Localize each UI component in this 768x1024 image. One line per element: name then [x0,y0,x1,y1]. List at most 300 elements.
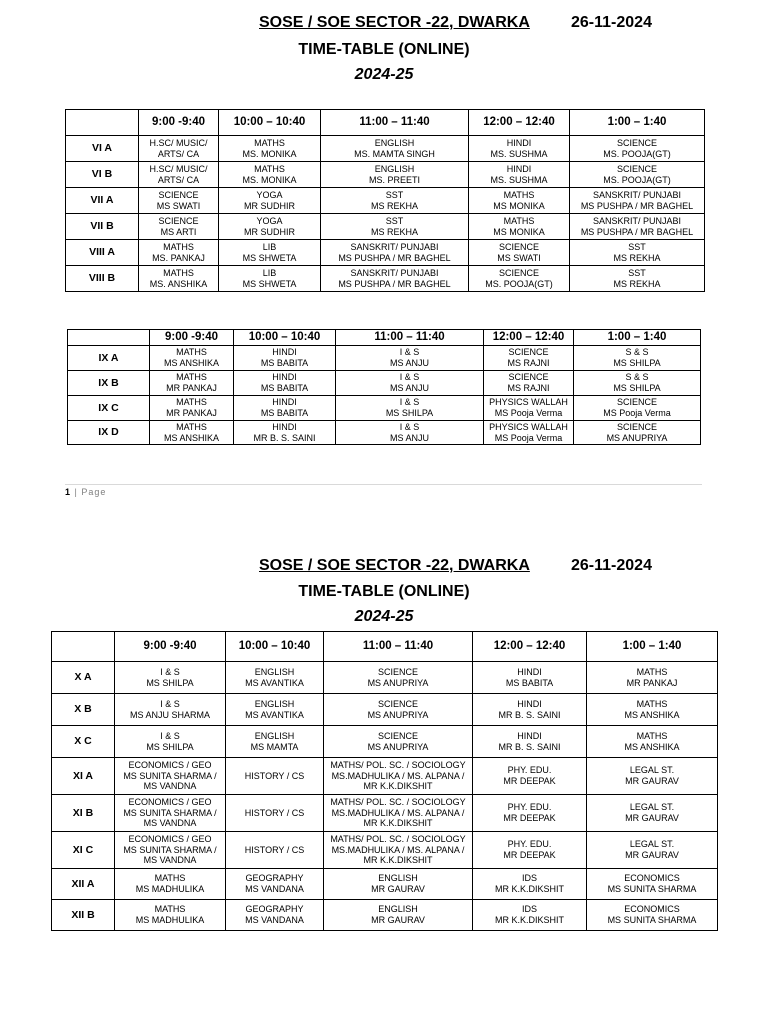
teacher-text: MS. MAMTA SINGH [354,148,435,159]
period-cell [321,188,469,214]
period-cell [226,662,324,694]
period-cell [226,832,324,869]
subject-text: SCIENCE [616,163,657,174]
teacher-text: MR B. S. SAINI [498,709,561,720]
timetable-date: 26-11-2024 [571,14,652,31]
subject-text: HINDI [272,347,297,358]
period-cell [115,869,226,900]
subject-text: SCIENCE [377,698,418,709]
time-slot-header: 9:00 -9:40 [115,632,226,662]
teacher-text: MS.MADHULIKA / MS. ALPANA / [331,844,465,855]
period-cell [574,346,701,371]
period-cell [226,758,324,795]
subject-text: I & S [160,730,180,741]
teacher-text: MS PUSHPA / MR BAGHEL [580,226,694,237]
subject-text: MATHS [254,163,285,174]
teacher-text: MS SUNITA SHARMA / [123,844,217,855]
period-cell [321,162,469,188]
teacher-text: MS SWATI [497,252,541,263]
school-name: SOSE / SOE SECTOR -22, DWARKA [259,14,530,31]
timetable-title: TIME-TABLE (ONLINE) [298,41,470,58]
class-label-cell: XI B [52,795,115,832]
header-row [66,110,705,136]
period-cell [570,162,705,188]
teacher-text: MR PANKAJ [166,383,217,393]
time-slot-header: 12:00 – 12:40 [484,330,574,346]
teacher-text: MS MADHULIKA [135,884,205,894]
timetable-class-ix [67,329,701,445]
period-cell [321,136,469,162]
table-row [52,832,718,869]
period-cell [324,900,473,931]
teacher-text: MS BABITA [260,408,309,418]
table-row [52,869,718,900]
subject-text: IDS [521,873,537,884]
teacher-text: MS SUNITA SHARMA / [123,770,217,781]
subject-text: LEGAL ST. [629,765,675,776]
teacher-text: MS. SUSHMA [490,148,548,159]
subject-text: MATHS [636,666,668,677]
class-label-cell: VIII A [66,240,139,266]
subject-text: HINDI [272,372,297,383]
teacher-text: MS SHILPA [613,383,661,393]
period-cell [115,662,226,694]
teacher-text: MS SHILPA [385,408,434,418]
subject-text: SCIENCE [616,137,657,148]
teacher-text: MS. POOJA(GT) [485,278,553,289]
subject-text: HINDI [517,730,542,741]
corner-header-cell [66,110,139,136]
teacher-text: MS SUNITA SHARMA / [123,807,217,818]
teacher-text: MS REKHA [613,278,661,289]
teacher-text: MS SUNITA SHARMA [607,884,697,894]
teacher-text: MS ANUPRIYA [367,709,429,720]
subject-text: I & S [160,666,180,677]
subject-text: MATHS [503,189,535,200]
subject-text: MATHS [154,873,186,884]
teacher-text: MS ANJU [389,432,429,443]
subject-text: SANSKRIT/ PUNJABI [592,215,682,226]
subject-text: YOGA [256,189,283,200]
subject-text: MATHS [176,372,207,383]
teacher-text: MS PUSHPA / MR BAGHEL [338,278,451,289]
teacher-text: MS AVANTIKA [245,677,304,688]
subject-text: ECONOMICS / GEO [128,834,212,845]
teacher-text: MR PANKAJ [626,677,678,688]
period-cell [226,900,324,931]
subject-text: LEGAL ST. [629,802,675,813]
period-cell [587,694,718,726]
class-label-cell: IX A [68,346,150,371]
period-cell [574,396,701,421]
class-label-cell: XI C [52,832,115,869]
period-cell [473,832,587,869]
subject-text: MATHS [163,267,194,278]
teacher-text: MS RAJNI [507,358,550,368]
subject-text: PHY. EDU. [507,765,552,776]
teacher-text: MS REKHA [613,252,661,263]
teacher-text: MS VANDNA [143,855,197,866]
table-row [66,188,705,214]
subject-text: MATHS [254,137,285,148]
period-cell [219,162,321,188]
teacher-text: MS VANDNA [143,818,197,829]
subject-text: H.SC/ MUSIC/ [149,163,208,174]
subject-text: PHYSICS WALLAH [489,421,568,432]
timetable-title-page2: TIME-TABLE (ONLINE) [298,583,470,600]
class-label-cell: XI A [52,758,115,795]
period-cell [115,726,226,758]
teacher-text: MS SUNITA SHARMA [607,915,697,925]
teacher-text: MS PUSHPA / MR BAGHEL [580,200,694,211]
subject-text: HINDI [517,698,542,709]
table-row [52,694,718,726]
period-cell [234,346,336,371]
teacher-text: MR B. S. SAINI [498,741,561,752]
period-cell [115,900,226,931]
subject-text: MATHS/ POL. SC. / SOCIOLOGY [330,797,466,808]
teacher-text: MS MONIKA [493,226,545,237]
teacher-text: MR K.K.DIKSHIT [363,781,433,792]
period-cell [139,266,219,292]
period-cell [469,136,570,162]
period-cell [587,726,718,758]
class-label-cell: VIII B [66,266,139,292]
subject-text: MATHS [176,397,207,408]
subject-text: SCIENCE [377,666,418,677]
period-cell [219,188,321,214]
teacher-text: MS MADHULIKA [135,915,205,925]
subject-text: SANSKRIT/ PUNJABI [350,241,439,252]
subject-text: LIB [262,241,277,252]
teacher-text: MS VANDNA [143,781,197,792]
subject-text: PHY. EDU. [507,839,552,850]
subject-text: MATHS/ POL. SC. / SOCIOLOGY [330,834,466,845]
period-cell [469,240,570,266]
period-cell [321,214,469,240]
time-slot-header: 9:00 -9:40 [150,330,234,346]
subject-text: SCIENCE [508,347,549,358]
period-cell [234,396,336,421]
period-cell [473,758,587,795]
teacher-text: MS. PREETI [368,174,420,185]
teacher-text: MR K.K.DIKSHIT [494,884,564,894]
time-slot-header: 9:00 -9:40 [139,110,219,136]
period-cell [139,162,219,188]
class-label-cell: X B [52,694,115,726]
class-label-cell: XII B [52,900,115,931]
table-row [68,346,701,371]
teacher-text: MS.MADHULIKA / MS. ALPANA / [331,770,465,781]
subject-text: H.SC/ MUSIC/ [149,137,208,148]
subject-text: SST [628,241,646,252]
period-cell [473,694,587,726]
subject-text: HINDI [272,421,297,432]
teacher-text: MS.MADHULIKA / MS. ALPANA / [331,807,465,818]
teacher-text: MR GAURAV [625,813,679,823]
class-label-cell: VII B [66,214,139,240]
subject-text: I & S [399,347,420,358]
teacher-text: MS Pooja Verma [603,408,671,418]
teacher-text: MS ANJU [389,358,429,368]
teacher-text: MS ANSHIKA [163,358,219,368]
table-row [68,421,701,445]
period-cell [336,396,484,421]
page-number: 1 | Page [65,487,107,497]
period-cell [234,371,336,396]
class-label-cell: VI A [66,136,139,162]
class-label-cell: XII A [52,869,115,900]
teacher-text: MS ANJU [389,383,429,393]
teacher-text: MS SHILPA [146,677,194,688]
table-row [66,240,705,266]
subject-text: HINDI [506,163,532,174]
class-label-cell: VII A [66,188,139,214]
period-cell [139,136,219,162]
table-row [52,758,718,795]
period-cell [473,795,587,832]
period-cell [150,346,234,371]
subject-text: MATHS [176,421,207,432]
table-row [52,900,718,931]
teacher-text: MS ANSHIKA [624,709,680,720]
timetable-date-page2: 26-11-2024 [571,557,652,574]
teacher-text: MS ANJU SHARMA [129,709,210,720]
teacher-text: MR DEEPAK [503,813,556,823]
period-cell [139,214,219,240]
period-cell [469,266,570,292]
subject-text: SST [628,267,646,278]
teacher-text: MS MAMTA [250,741,299,752]
period-cell [570,240,705,266]
period-cell [574,371,701,396]
teacher-text: MR K.K.DIKSHIT [494,915,564,925]
class-label-cell: IX C [68,396,150,421]
period-cell [324,832,473,869]
time-slot-header: 11:00 – 11:40 [321,110,469,136]
teacher-text: MS ARTI [160,226,197,237]
teacher-text: MS ANUPRIYA [367,677,429,688]
period-cell [115,694,226,726]
teacher-text: MS. POOJA(GT) [603,148,671,159]
subject-text: ECONOMICS / GEO [128,760,212,771]
period-cell [587,795,718,832]
teacher-text: MS BABITA [260,383,309,393]
teacher-text: MS SWATI [156,200,201,211]
subject-text: MATHS [176,347,207,358]
subject-text: SCIENCE [616,421,657,432]
period-cell [587,869,718,900]
teacher-text: MR PANKAJ [166,408,217,418]
subject-text: ENGLISH [254,698,295,709]
subject-text: I & S [399,372,420,383]
period-cell [469,188,570,214]
subject-text: ENGLISH [374,163,415,174]
subject-text: HISTORY / CS [244,807,305,818]
period-cell [115,758,226,795]
subject-text: ENGLISH [254,730,295,741]
period-cell [219,266,321,292]
period-cell [473,869,587,900]
period-cell [219,240,321,266]
period-cell [226,869,324,900]
teacher-text: MS Pooja Verma [494,432,563,443]
period-cell [587,662,718,694]
teacher-text: MS. ANSHIKA [149,278,208,289]
subject-text: SANSKRIT/ PUNJABI [350,267,439,278]
subject-text: MATHS [503,215,535,226]
teacher-text: MR DEEPAK [503,850,556,860]
period-cell [226,795,324,832]
class-label-cell: IX D [68,421,150,445]
subject-text: LEGAL ST. [629,839,675,850]
table-row [66,266,705,292]
teacher-text: MS REKHA [370,200,418,211]
period-cell [469,162,570,188]
subject-text: MATHS/ POL. SC. / SOCIOLOGY [330,760,466,771]
subject-text: ECONOMICS [624,873,680,884]
subject-text: HISTORY / CS [244,844,305,855]
period-cell [587,900,718,931]
teacher-text: MS. SUSHMA [490,174,548,185]
period-cell [570,214,705,240]
teacher-text: MR K.K.DIKSHIT [363,818,433,829]
period-cell [324,758,473,795]
subject-text: MATHS [636,730,668,741]
subject-text: SCIENCE [616,397,657,408]
period-cell [324,795,473,832]
time-slot-header: 11:00 – 11:40 [324,632,473,662]
class-label-cell: VI B [66,162,139,188]
teacher-text: ARTS/ CA [157,174,200,185]
period-cell [321,266,469,292]
teacher-text: MS ANUPRIYA [606,432,668,443]
subject-text: SST [385,215,404,226]
teacher-text: MR DEEPAK [503,776,556,786]
teacher-text: MS SHWETA [242,252,297,263]
time-slot-header: 1:00 – 1:40 [570,110,705,136]
period-cell [150,396,234,421]
period-cell [473,662,587,694]
subject-text: SCIENCE [158,215,199,226]
table-row [52,662,718,694]
period-cell [484,421,574,445]
period-cell [336,371,484,396]
teacher-text: ARTS/ CA [157,148,200,159]
period-cell [234,421,336,445]
teacher-text: MS AVANTIKA [245,709,304,720]
period-cell [324,662,473,694]
teacher-text: MR GAURAV [625,850,679,860]
table-row [52,795,718,832]
teacher-text: MS BABITA [260,358,309,368]
teacher-text: MS RAJNI [507,383,550,393]
period-cell [587,758,718,795]
teacher-text: MR GAURAV [371,884,425,894]
academic-year-page2: 2024-25 [354,608,414,625]
school-name-page2: SOSE / SOE SECTOR -22, DWARKA [259,557,530,574]
table-row [66,136,705,162]
timetable-middle-school [65,109,705,292]
subject-text: PHYSICS WALLAH [489,397,568,408]
teacher-text: MS SHWETA [242,278,297,289]
table-row [52,726,718,758]
period-cell [139,240,219,266]
period-cell [484,396,574,421]
subject-text: HINDI [517,666,542,677]
teacher-text: MS SHILPA [613,358,661,368]
subject-text: HISTORY / CS [244,770,305,781]
time-slot-header: 10:00 – 10:40 [226,632,324,662]
table-row [66,162,705,188]
subject-text: IDS [521,904,537,915]
subject-text: SCIENCE [377,730,418,741]
class-label-cell: IX B [68,371,150,396]
subject-text: HINDI [506,137,532,148]
subject-text: SANSKRIT/ PUNJABI [592,189,682,200]
time-slot-header: 10:00 – 10:40 [234,330,336,346]
subject-text: HINDI [272,397,297,408]
subject-text: ECONOMICS [624,904,680,915]
time-slot-header: 10:00 – 10:40 [219,110,321,136]
subject-text: ENGLISH [374,137,415,148]
class-label-cell: X C [52,726,115,758]
subject-text: SCIENCE [508,372,549,383]
subject-text: MATHS [636,698,668,709]
subject-text: SCIENCE [498,241,539,252]
period-cell [219,136,321,162]
subject-text: SST [385,189,404,200]
period-cell [570,188,705,214]
teacher-text: MS SHILPA [146,741,194,752]
period-cell [324,869,473,900]
period-cell [469,214,570,240]
period-cell [587,832,718,869]
subject-text: MATHS [154,904,186,915]
subject-text: ENGLISH [378,904,418,915]
teacher-text: MS ANSHIKA [624,741,680,752]
corner-header-cell [52,632,115,662]
period-cell [150,421,234,445]
time-slot-header: 12:00 – 12:40 [473,632,587,662]
teacher-text: MS VANDANA [245,915,304,925]
teacher-text: MS. MONIKA [242,174,297,185]
subject-text: I & S [160,698,180,709]
teacher-text: MS PUSHPA / MR BAGHEL [338,252,451,263]
subject-text: I & S [399,421,420,432]
period-cell [226,726,324,758]
period-cell [473,726,587,758]
time-slot-header: 1:00 – 1:40 [574,330,701,346]
subject-text: ENGLISH [254,666,295,677]
teacher-text: MS MONIKA [493,200,545,211]
subject-text: ENGLISH [378,873,418,884]
class-label-cell: X A [52,662,115,694]
period-cell [336,346,484,371]
teacher-text: MS ANUPRIYA [367,741,429,752]
period-cell [139,188,219,214]
period-cell [574,421,701,445]
subject-text: ECONOMICS / GEO [128,797,212,808]
time-slot-header: 11:00 – 11:40 [336,330,484,346]
subject-text: I & S [399,397,420,408]
teacher-text: MS REKHA [370,226,418,237]
period-cell [473,900,587,931]
teacher-text: MR SUDHIR [244,200,295,211]
teacher-text: MS. POOJA(GT) [603,174,671,185]
subject-text: S & S [625,372,649,383]
teacher-text: MS. PANKAJ [152,252,205,263]
